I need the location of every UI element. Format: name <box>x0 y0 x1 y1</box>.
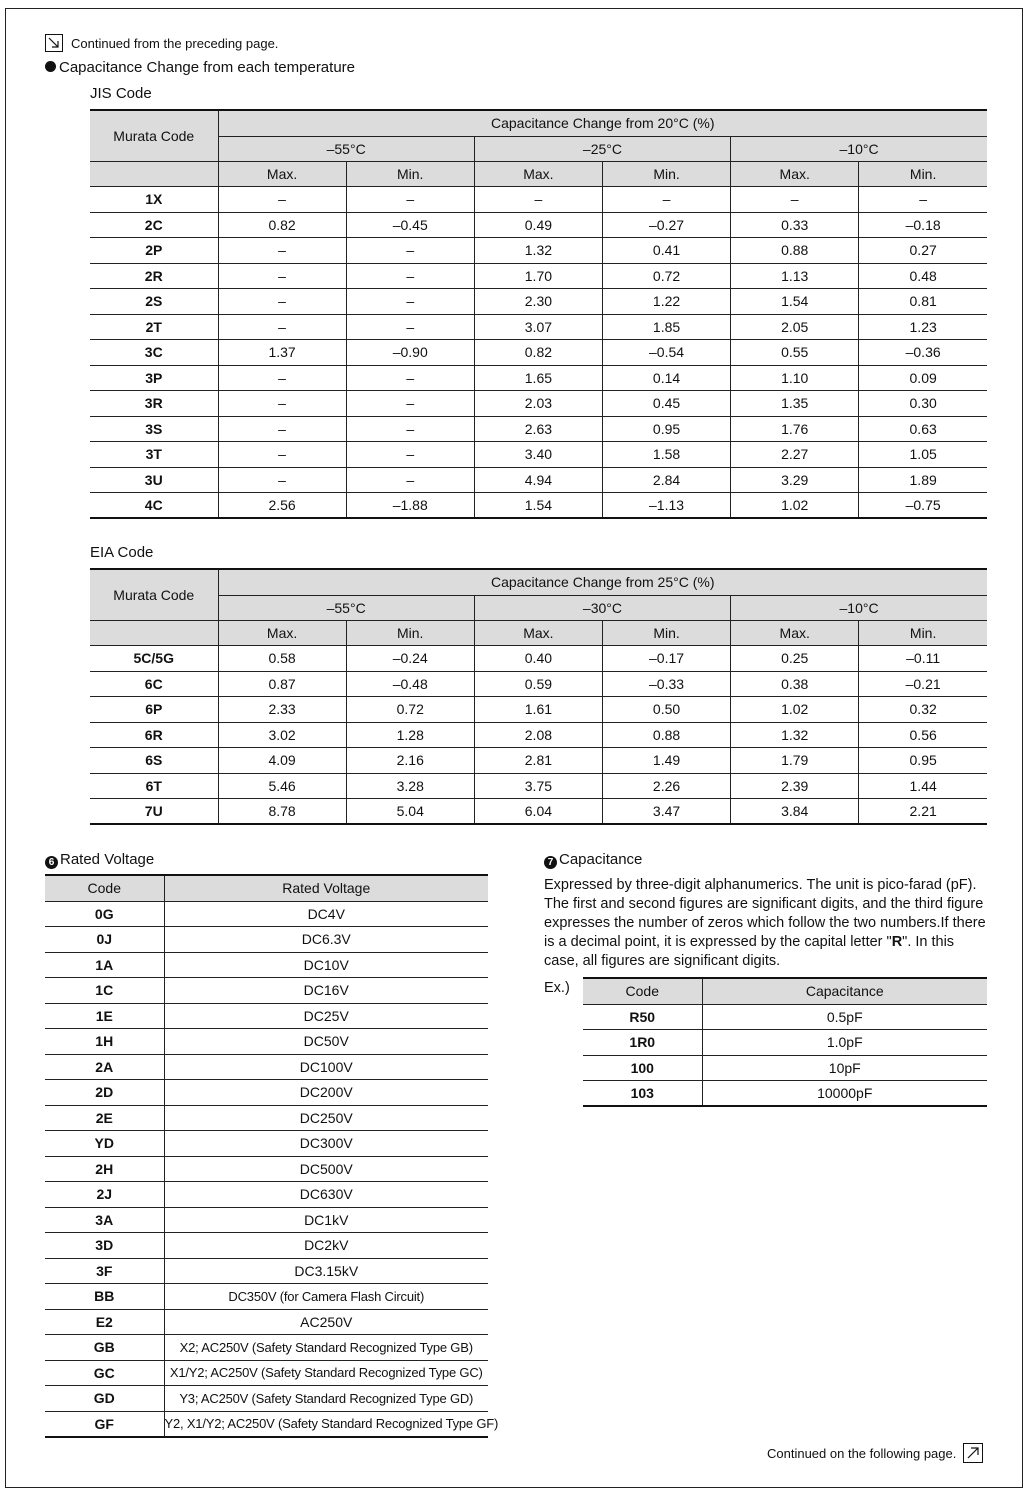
value-cell: 0.95 <box>602 416 730 442</box>
value-cell: 0.87 <box>218 671 346 697</box>
value-cell: DC350V (for Camera Flash Circuit) <box>164 1284 488 1310</box>
table-row <box>45 1284 488 1310</box>
code-cell: 2D <box>45 1080 164 1106</box>
value-cell: DC4V <box>164 901 488 927</box>
value-cell: 0.55 <box>731 340 859 366</box>
value-cell: 1.61 <box>474 697 602 723</box>
value-cell: –0.54 <box>602 340 730 366</box>
value-cell: – <box>346 289 474 315</box>
min-header: Min. <box>859 620 987 646</box>
table-row <box>45 1411 488 1437</box>
value-cell: 1.44 <box>859 773 987 799</box>
table-row <box>90 467 987 493</box>
value-cell: 2.56 <box>218 493 346 519</box>
value-cell: –0.48 <box>346 671 474 697</box>
table-row <box>90 391 987 417</box>
murata-code-cell: 3P <box>90 365 218 391</box>
table-row <box>90 748 987 774</box>
temp-header: –30°C <box>474 595 730 620</box>
value-cell: 3.07 <box>474 314 602 340</box>
murata-code-cell: 4C <box>90 493 218 519</box>
table-row <box>90 416 987 442</box>
temp-header-row <box>90 595 987 620</box>
value-cell: 1.65 <box>474 365 602 391</box>
table-row <box>90 799 987 825</box>
value-cell: DC500V <box>164 1156 488 1182</box>
value-cell: – <box>346 467 474 493</box>
value-cell: – <box>474 187 602 213</box>
code-header: Code <box>45 875 164 901</box>
value-cell: 0.56 <box>859 722 987 748</box>
table-row <box>45 978 488 1004</box>
value-cell: – <box>346 442 474 468</box>
code-header: Code <box>583 978 702 1004</box>
value-cell: 1.54 <box>731 289 859 315</box>
value-cell: 2.84 <box>602 467 730 493</box>
value-cell: 0.38 <box>731 671 859 697</box>
capacitance-description: Expressed by three-digit alphanumerics. The unit is pico-farad (pF). The first and second figures are significant digits, and the third figure expresses the number of zeros which follow the two numbers.If there is a decimal point, it is expressed by the capital letter "R". In this case, all figures are significant digits. <box>544 877 986 969</box>
max-header: Max. <box>474 620 602 646</box>
murata-code-cell: 3C <box>90 340 218 366</box>
value-cell: DC50V <box>164 1029 488 1055</box>
code-cell: GB <box>45 1335 164 1361</box>
value-cell: DC2kV <box>164 1233 488 1259</box>
murata-code-cell: 2S <box>90 289 218 315</box>
table-row <box>90 238 987 264</box>
value-cell: 10000pF <box>702 1081 987 1107</box>
table-row <box>90 646 987 672</box>
murata-code-cell: 7U <box>90 799 218 825</box>
table-row <box>583 1081 987 1107</box>
table-row <box>90 697 987 723</box>
code-cell: 103 <box>583 1081 702 1107</box>
table-row <box>90 314 987 340</box>
table-row <box>90 493 987 519</box>
value-cell: 2.27 <box>731 442 859 468</box>
value-cell: 6.04 <box>474 799 602 825</box>
table-row <box>583 1004 987 1030</box>
table-row <box>45 1207 488 1233</box>
table-row <box>45 1309 488 1335</box>
code-cell: BB <box>45 1284 164 1310</box>
code-cell: 3F <box>45 1258 164 1284</box>
value-cell: DC630V <box>164 1182 488 1208</box>
value-cell: 8.78 <box>218 799 346 825</box>
value-cell: 2.26 <box>602 773 730 799</box>
value-cell: –0.21 <box>859 671 987 697</box>
value-cell: 10pF <box>702 1055 987 1081</box>
value-cell: 2.05 <box>731 314 859 340</box>
murata-code-cell: 3T <box>90 442 218 468</box>
rated-voltage-header: Rated Voltage <box>164 875 488 901</box>
temp-header: –55°C <box>218 136 474 161</box>
value-cell: 1.58 <box>602 442 730 468</box>
value-cell: – <box>218 467 346 493</box>
value-cell: 1.13 <box>731 263 859 289</box>
table-row <box>90 263 987 289</box>
value-cell: DC200V <box>164 1080 488 1106</box>
value-cell: 0.32 <box>859 697 987 723</box>
value-cell: 0.14 <box>602 365 730 391</box>
continued-from-note <box>45 34 278 52</box>
value-cell: X2; AC250V (Safety Standard Recognized Type GB) <box>164 1335 488 1361</box>
code-cell: 1H <box>45 1029 164 1055</box>
value-cell: DC6.3V <box>164 927 488 953</box>
table-row <box>90 722 987 748</box>
value-cell: 3.02 <box>218 722 346 748</box>
value-cell: 3.29 <box>731 467 859 493</box>
value-cell: – <box>218 289 346 315</box>
value-cell: 1.70 <box>474 263 602 289</box>
code-cell: 1A <box>45 952 164 978</box>
value-cell: – <box>218 238 346 264</box>
murata-code-cell: 2R <box>90 263 218 289</box>
code-cell: 1R0 <box>583 1030 702 1056</box>
table-row <box>45 1386 488 1412</box>
value-cell: 0.59 <box>474 671 602 697</box>
murata-code-header: Murata Code <box>90 569 218 620</box>
value-cell: 2.16 <box>346 748 474 774</box>
value-cell: 0.40 <box>474 646 602 672</box>
arrow-down-right-icon <box>45 34 63 52</box>
value-cell: 4.94 <box>474 467 602 493</box>
min-header: Min. <box>859 161 987 187</box>
value-cell: –1.88 <box>346 493 474 519</box>
temp-header: –10°C <box>731 136 987 161</box>
value-cell: 5.04 <box>346 799 474 825</box>
value-cell: 0.50 <box>602 697 730 723</box>
value-cell: –0.27 <box>602 212 730 238</box>
value-cell: 2.39 <box>731 773 859 799</box>
value-cell: 0.45 <box>602 391 730 417</box>
murata-code-cell: 3R <box>90 391 218 417</box>
value-cell: 1.23 <box>859 314 987 340</box>
value-cell: –0.11 <box>859 646 987 672</box>
min-header: Min. <box>346 161 474 187</box>
value-cell: 0.33 <box>731 212 859 238</box>
code-cell: 3A <box>45 1207 164 1233</box>
code-cell: YD <box>45 1131 164 1157</box>
value-cell: 3.47 <box>602 799 730 825</box>
table-row <box>583 1055 987 1081</box>
value-cell: 0.5pF <box>702 1004 987 1030</box>
value-cell: 2.03 <box>474 391 602 417</box>
capacitance-table <box>583 977 987 1107</box>
value-cell: – <box>346 187 474 213</box>
temp-header: –55°C <box>218 595 474 620</box>
group-header: Capacitance Change from 20°C (%) <box>218 110 987 136</box>
murata-code-cell: 3S <box>90 416 218 442</box>
value-cell: DC250V <box>164 1105 488 1131</box>
value-cell: 0.25 <box>731 646 859 672</box>
value-cell: 1.05 <box>859 442 987 468</box>
murata-code-cell: 3U <box>90 467 218 493</box>
value-cell: 3.40 <box>474 442 602 468</box>
value-cell: – <box>346 416 474 442</box>
continued-on-note <box>767 1443 983 1463</box>
value-cell: 5.46 <box>218 773 346 799</box>
table-row <box>90 212 987 238</box>
value-cell: 1.89 <box>859 467 987 493</box>
value-cell: –1.13 <box>602 493 730 519</box>
value-cell: – <box>859 187 987 213</box>
value-cell: 4.09 <box>218 748 346 774</box>
table-row <box>45 901 488 927</box>
murata-code-cell: 6S <box>90 748 218 774</box>
value-cell: Y3; AC250V (Safety Standard Recognized Type GD) <box>164 1386 488 1412</box>
capacitance-title: 7 Capacitance <box>544 851 642 869</box>
value-cell: 3.84 <box>731 799 859 825</box>
value-cell: DC100V <box>164 1054 488 1080</box>
table-row <box>90 289 987 315</box>
code-cell: 1E <box>45 1003 164 1029</box>
table-row <box>583 1030 987 1056</box>
value-cell: AC250V <box>164 1309 488 1335</box>
continued-from-text: Continued from the preceding page. <box>71 35 279 51</box>
value-cell: 0.09 <box>859 365 987 391</box>
eia-table <box>90 568 987 825</box>
value-cell: 1.10 <box>731 365 859 391</box>
value-cell: DC25V <box>164 1003 488 1029</box>
value-cell: 2.81 <box>474 748 602 774</box>
value-cell: 1.02 <box>731 493 859 519</box>
value-cell: X1/Y2; AC250V (Safety Standard Recognized Type GC) <box>164 1360 488 1386</box>
table-row <box>45 1360 488 1386</box>
value-cell: 0.95 <box>859 748 987 774</box>
value-cell: – <box>346 391 474 417</box>
value-cell: DC10V <box>164 952 488 978</box>
max-header: Max. <box>731 161 859 187</box>
value-cell: 1.02 <box>731 697 859 723</box>
value-cell: 0.82 <box>474 340 602 366</box>
max-header: Max. <box>218 620 346 646</box>
value-cell: –0.75 <box>859 493 987 519</box>
code-cell: GD <box>45 1386 164 1412</box>
value-cell: 1.35 <box>731 391 859 417</box>
value-cell: 0.49 <box>474 212 602 238</box>
max-header: Max. <box>218 161 346 187</box>
table-row <box>45 1003 488 1029</box>
value-cell: 0.72 <box>602 263 730 289</box>
value-cell: 0.30 <box>859 391 987 417</box>
value-cell: DC1kV <box>164 1207 488 1233</box>
value-cell: 0.81 <box>859 289 987 315</box>
rated-voltage-table <box>45 874 499 1438</box>
code-cell: 100 <box>583 1055 702 1081</box>
value-cell: 1.76 <box>731 416 859 442</box>
table-row <box>45 1182 488 1208</box>
rated-voltage-title: 6 Rated Voltage <box>45 851 154 869</box>
value-cell: – <box>218 391 346 417</box>
jis-subtitle: JIS Code <box>90 85 152 102</box>
jis-table <box>90 109 987 519</box>
murata-code-cell: 2T <box>90 314 218 340</box>
value-cell: – <box>218 187 346 213</box>
code-cell: 1C <box>45 978 164 1004</box>
murata-code-cell: 1X <box>90 187 218 213</box>
value-cell: – <box>218 365 346 391</box>
value-cell: 2.33 <box>218 697 346 723</box>
table-row <box>45 1233 488 1259</box>
value-cell: 0.48 <box>859 263 987 289</box>
continued-on-text: Continued on the following page. <box>767 1445 957 1461</box>
example-label: Ex.) <box>544 980 570 996</box>
table-row <box>45 952 488 978</box>
table-row <box>45 927 488 953</box>
value-cell: 1.37 <box>218 340 346 366</box>
value-cell: 2.21 <box>859 799 987 825</box>
murata-code-cell: 5C/5G <box>90 646 218 672</box>
value-cell: –0.18 <box>859 212 987 238</box>
min-header: Min. <box>602 620 730 646</box>
value-cell: 2.63 <box>474 416 602 442</box>
maxmin-header-row <box>90 620 987 646</box>
value-cell: DC16V <box>164 978 488 1004</box>
table-row <box>90 442 987 468</box>
min-header: Min. <box>602 161 730 187</box>
eia-subtitle: EIA Code <box>90 544 154 561</box>
temp-header-row <box>90 136 987 161</box>
max-header: Max. <box>474 161 602 187</box>
value-cell: 1.32 <box>474 238 602 264</box>
value-cell: 1.79 <box>731 748 859 774</box>
value-cell: 3.28 <box>346 773 474 799</box>
section-title: Capacitance Change from each temperature <box>45 59 355 76</box>
code-cell: 2A <box>45 1054 164 1080</box>
bullet-icon <box>45 61 56 72</box>
code-cell: 3D <box>45 1233 164 1259</box>
table-row <box>90 773 987 799</box>
value-cell: –0.24 <box>346 646 474 672</box>
code-cell: 0J <box>45 927 164 953</box>
code-cell: 2H <box>45 1156 164 1182</box>
value-cell: – <box>218 442 346 468</box>
code-cell: GF <box>45 1411 164 1437</box>
value-cell: –0.36 <box>859 340 987 366</box>
code-cell: 2J <box>45 1182 164 1208</box>
murata-code-cell: 6R <box>90 722 218 748</box>
value-cell: 0.41 <box>602 238 730 264</box>
value-cell: DC3.15kV <box>164 1258 488 1284</box>
value-cell: 0.63 <box>859 416 987 442</box>
value-cell: –0.90 <box>346 340 474 366</box>
table-row <box>90 671 987 697</box>
value-cell: 2.30 <box>474 289 602 315</box>
code-cell: 2E <box>45 1105 164 1131</box>
max-header: Max. <box>731 620 859 646</box>
value-cell: 0.88 <box>602 722 730 748</box>
value-cell: – <box>218 263 346 289</box>
temp-header: –25°C <box>474 136 730 161</box>
maxmin-header-row <box>90 161 987 187</box>
value-cell: 3.75 <box>474 773 602 799</box>
value-cell: 1.28 <box>346 722 474 748</box>
value-cell: – <box>731 187 859 213</box>
table-row <box>45 1335 488 1361</box>
value-cell: 0.72 <box>346 697 474 723</box>
min-header: Min. <box>346 620 474 646</box>
table-row <box>90 365 987 391</box>
table-row <box>45 1054 488 1080</box>
value-cell: –0.45 <box>346 212 474 238</box>
code-cell: 0G <box>45 901 164 927</box>
murata-code-cell: 2P <box>90 238 218 264</box>
value-cell: 2.08 <box>474 722 602 748</box>
value-cell: 0.88 <box>731 238 859 264</box>
value-cell: – <box>346 314 474 340</box>
capacitance-header: Capacitance <box>702 978 987 1004</box>
murata-code-cell: 6T <box>90 773 218 799</box>
value-cell: –0.33 <box>602 671 730 697</box>
murata-code-header: Murata Code <box>90 110 218 161</box>
table-row <box>90 340 987 366</box>
code-cell: GC <box>45 1360 164 1386</box>
code-cell: R50 <box>583 1004 702 1030</box>
value-cell: 1.54 <box>474 493 602 519</box>
value-cell: – <box>346 365 474 391</box>
table-row <box>45 1105 488 1131</box>
value-cell: 0.58 <box>218 646 346 672</box>
value-cell: 0.27 <box>859 238 987 264</box>
table-row <box>45 1029 488 1055</box>
murata-code-cell: 2C <box>90 212 218 238</box>
value-cell: – <box>346 238 474 264</box>
value-cell: – <box>218 314 346 340</box>
value-cell: 1.0pF <box>702 1030 987 1056</box>
group-header: Capacitance Change from 25°C (%) <box>218 569 987 595</box>
value-cell: 1.49 <box>602 748 730 774</box>
code-cell: E2 <box>45 1309 164 1335</box>
table-row <box>45 1258 488 1284</box>
table-row <box>90 187 987 213</box>
table-row <box>45 1156 488 1182</box>
value-cell: 1.22 <box>602 289 730 315</box>
value-cell: DC300V <box>164 1131 488 1157</box>
murata-code-cell: 6C <box>90 671 218 697</box>
value-cell: Y2, X1/Y2; AC250V (Safety Standard Recognized Type GF) <box>164 1411 488 1437</box>
value-cell: – <box>346 263 474 289</box>
table-row <box>45 1131 488 1157</box>
number-6-icon: 6 <box>45 856 58 869</box>
number-7-icon: 7 <box>544 856 557 869</box>
value-cell: 1.32 <box>731 722 859 748</box>
murata-code-cell: 6P <box>90 697 218 723</box>
temp-header: –10°C <box>731 595 987 620</box>
value-cell: –0.17 <box>602 646 730 672</box>
value-cell: 0.82 <box>218 212 346 238</box>
arrow-up-right-icon <box>963 1443 983 1463</box>
table-row <box>45 1080 488 1106</box>
value-cell: – <box>218 416 346 442</box>
value-cell: 1.85 <box>602 314 730 340</box>
value-cell: – <box>602 187 730 213</box>
